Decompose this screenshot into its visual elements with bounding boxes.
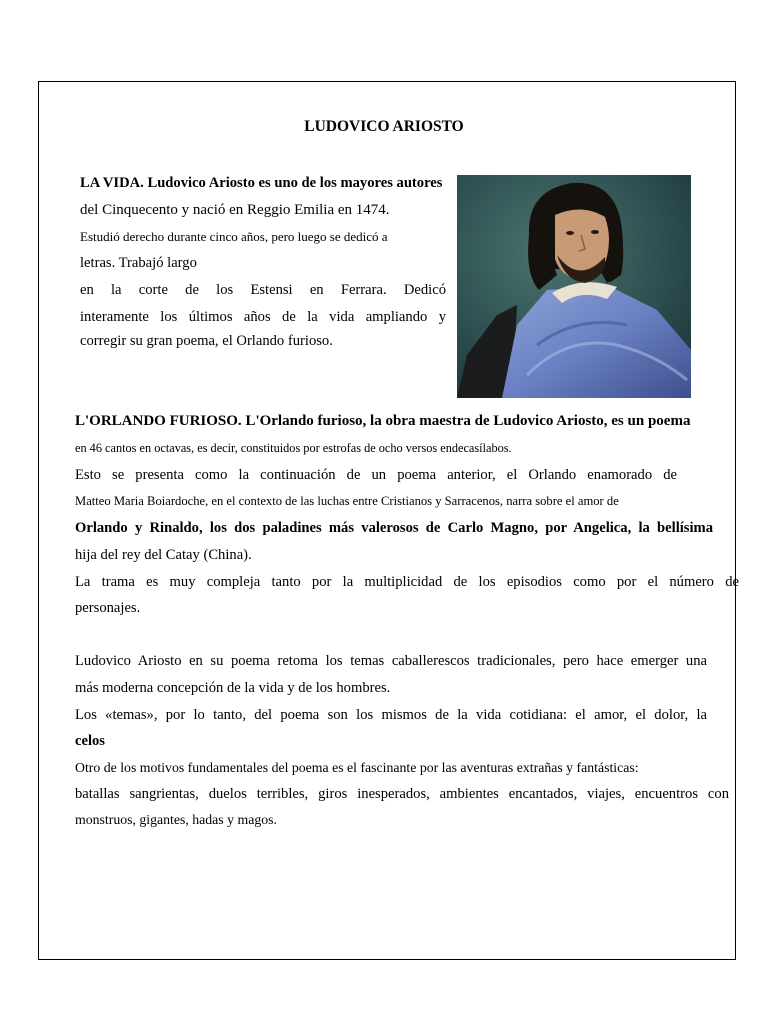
vida-line-4: letras. Trabajó largo <box>80 255 197 271</box>
vida-line-2: del Cinquecento y nació en Reggio Emilia en 1474. <box>80 202 390 218</box>
orlando-line-3: Esto se presenta como la continuación de un poema anterior, el Orlando enamorado de <box>75 467 677 483</box>
temas-line-6: batallas sangrientas, duelos terribles, giros inesperados, ambientes encantados, viajes, encuentros con <box>75 786 729 802</box>
temas-line-4: celos <box>75 733 105 749</box>
vida-line-7: corregir su gran poema, el Orlando furioso. <box>80 333 333 349</box>
document-title: LUDOVICO ARIOSTO <box>304 118 464 135</box>
temas-line-2: más moderna concepción de la vida y de los hombres. <box>75 680 391 696</box>
vida-line-5: en la corte de los Estensi en Ferrara. Dedicó <box>80 282 446 298</box>
temas-line-1: Ludovico Ariosto en su poema retoma los temas caballerescos tradicionales, pero hace emerger una <box>75 653 707 669</box>
temas-line-7: monstruos, gigantes, hadas y magos. <box>75 812 277 827</box>
vida-heading: LA VIDA. <box>80 175 144 191</box>
vida-line-6: interamente los últimos años de la vida ampliando y <box>80 309 446 325</box>
orlando-line-4: Matteo Maria Boiardoche, en el contexto de las luchas entre Cristianos y Sarracenos, narra sobre el amor de <box>75 494 619 508</box>
orlando-heading: L'ORLANDO FURIOSO. <box>75 413 242 429</box>
temas-line-3: Los «temas», por lo tanto, del poema son los mismos de la vida cotidiana: el amor, el dolor, la <box>75 707 707 723</box>
orlando-line-8: personajes. <box>75 600 141 616</box>
vida-text-1: Ludovico Ariosto es uno de los mayores autores <box>143 175 443 191</box>
orlando-line-6: hija del rey del Catay (China). <box>75 547 252 563</box>
portrait-image <box>457 175 691 398</box>
vida-line-1 <box>80 174 442 192</box>
orlando-line-1 <box>75 412 690 430</box>
orlando-line-2: en 46 cantos en octavas, es decir, constituidos por estrofas de ocho versos endecasílabos. <box>75 441 512 455</box>
temas-line-5: Otro de los motivos fundamentales del poema es el fascinante por las aventuras extrañas y fantásticas: <box>75 760 639 775</box>
vida-line-3: Estudió derecho durante cinco años, pero luego se dedicó a <box>80 229 388 244</box>
orlando-text-1: L'Orlando furioso, la obra maestra de Ludovico Ariosto, es un poema <box>241 413 691 429</box>
orlando-line-7: La trama es muy compleja tanto por la multiplicidad de los episodios como por el número de <box>75 574 739 590</box>
orlando-line-5: Orlando y Rinaldo, los dos paladines más valerosos de Carlo Magno, por Angelica, la bellísima <box>75 520 713 536</box>
